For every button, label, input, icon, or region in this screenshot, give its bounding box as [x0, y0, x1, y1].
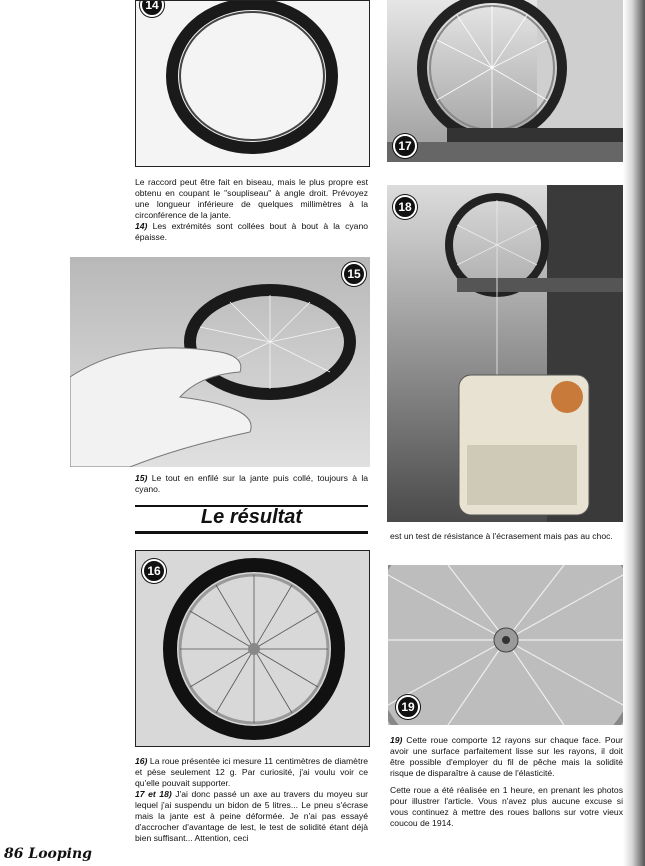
photo-17	[387, 0, 643, 162]
page-binding-shadow	[623, 0, 645, 866]
photo-number-badge: 19	[396, 695, 420, 719]
tube-ring-illustration	[136, 1, 369, 166]
finished-wheel-illustration	[136, 551, 369, 746]
caption-text: Cette roue comporte 12 rayons sur chaque face. Pour avoir une surface parfaitement lisse sur les rayons, il doit être possible d'employer du fil de pêche mais la solidité risque de disparaître à cause de l'élasticité.	[390, 735, 624, 778]
photo-number-badge: 14	[140, 0, 164, 17]
caption-text: Cette roue a été réalisée en 1 heure, en prenant les photos pour illustrer l'article. Vous n'avez plus aucune excuse si vous continuez à mettre des roues ballons sur votre vieux coucou de 1914.	[390, 785, 623, 828]
caption-text: Le tout en enfilé sur la jante puis collé, toujours à la cyano.	[135, 473, 369, 494]
hub-closeup-illustration	[388, 565, 623, 725]
caption-14	[135, 177, 368, 243]
photo-16	[135, 550, 370, 747]
caption-number: 16)	[135, 756, 148, 766]
caption-number: 17 et 18)	[135, 789, 172, 799]
wheel-load-illustration	[387, 0, 643, 162]
caption-15	[135, 473, 368, 495]
caption-number: 14)	[135, 221, 148, 231]
heading-rule-bottom	[135, 531, 368, 534]
page-number: 86	[4, 846, 24, 862]
section-heading: Le résultat	[200, 506, 303, 528]
caption-16	[135, 756, 368, 844]
magazine-name: Looping	[28, 846, 92, 862]
photo-number-badge: 16	[142, 559, 166, 583]
caption-text: La roue présentée ici mesure 11 centimètres de diamètre et pèse seulement 12 g. Par curiosité, j'ai voulu voir ce qu'elle pouvait supporter.	[135, 756, 368, 788]
photo-14	[135, 0, 370, 167]
caption-number: 15)	[135, 473, 148, 483]
caption-text: J'ai donc passé un axe au travers du moyeu sur lequel j'ai suspendu un bidon de 5 litres... Le pneu s'écrase mais la jante est à peine déformée. Je n'ai pas essayé d'accrocher d'avantage de lest, le test de solidité étant déjà bien suffisant... Attention, ceci	[135, 789, 368, 843]
caption-number: 19)	[390, 735, 403, 745]
photo-19	[388, 565, 623, 725]
caption-14-intro: Le raccord peut être fait en biseau, mais le plus propre est obtenu en coupant le "soupliseau" à angle droit. Prévoyez une longueur inférieure de quelques millimètres à la circonférence de la jante.	[135, 177, 368, 220]
photo-number-badge: 17	[393, 134, 417, 158]
photo-number-badge: 15	[342, 262, 366, 286]
photo-15	[70, 257, 370, 467]
photo-number-badge: 18	[393, 195, 417, 219]
caption-text: Les extrémités sont collées bout à bout à la cyano épaisse.	[135, 221, 369, 242]
photo-18	[387, 185, 623, 522]
page-footer	[4, 846, 92, 862]
wheel-can-illustration	[387, 185, 623, 522]
caption-19	[390, 735, 623, 829]
hand-wheel-illustration	[70, 257, 370, 467]
caption-17-18-continued: est un test de résistance à l'écrasement mais pas au choc.	[390, 531, 613, 541]
